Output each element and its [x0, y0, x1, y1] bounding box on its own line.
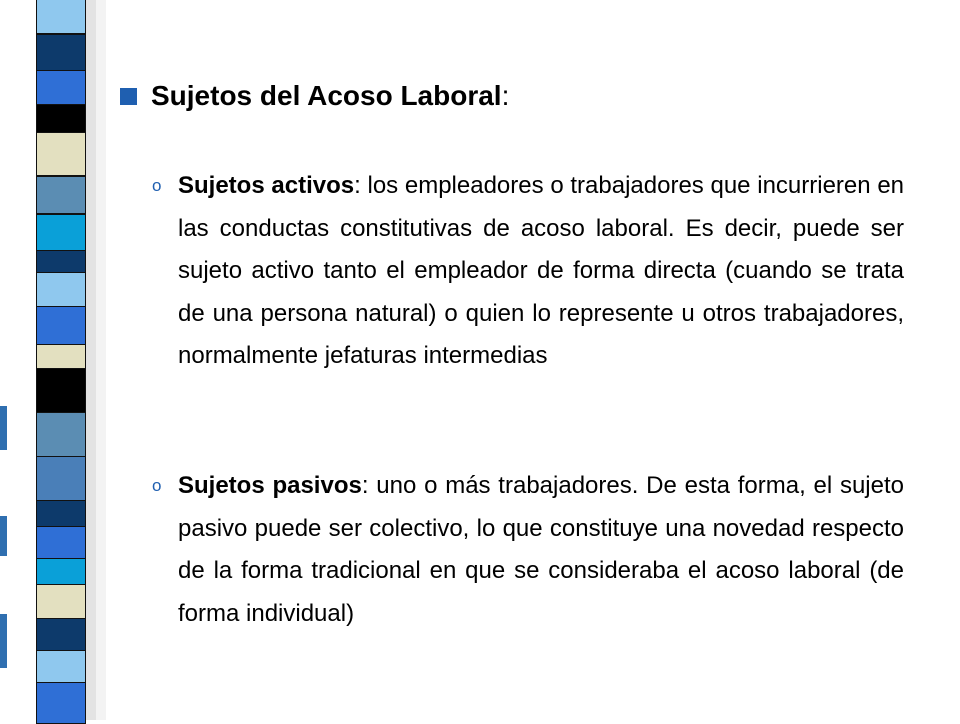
stripe-block: [36, 214, 86, 252]
stripe-edge-mark: [0, 516, 7, 556]
stripe-edge-mark: [0, 406, 7, 450]
stripe-block: [36, 176, 86, 214]
stripe-block: [36, 412, 86, 458]
list-item-text: [178, 165, 904, 378]
circle-bullet-icon: o: [152, 176, 162, 195]
list-item-term: Sujetos pasivos: [178, 472, 362, 499]
list-item-body: : uno o más trabajadores. De esta forma, el sujeto pasivo puede ser colectivo, lo que constituye una novedad respecto de la forma tradicional en que se consideraba el acoso laboral (de forma individual): [178, 472, 905, 627]
stripe-block: [36, 272, 86, 310]
list-item-sujetos-pasivos: [152, 465, 904, 635]
circle-bullet-icon: o: [152, 476, 162, 495]
stripe-block: [36, 344, 86, 370]
stripe-block: [36, 0, 86, 34]
stripe-block: [36, 526, 86, 560]
stripe-block: [36, 650, 86, 684]
slide-title-colon: :: [501, 80, 510, 111]
stripe-block: [36, 558, 86, 586]
stripe-block: [36, 500, 86, 528]
slide-title: Sujetos del Acoso Laboral: [151, 80, 502, 111]
stripe-shadow-light: [96, 0, 106, 720]
stripe-block: [36, 34, 86, 72]
stripe-block: [36, 368, 86, 414]
slide-title-row: [120, 80, 509, 112]
stripe-block: [36, 306, 86, 346]
stripe-block: [36, 682, 86, 724]
decorative-stripe: [0, 0, 105, 720]
stripe-edge-mark: [0, 614, 7, 668]
stripe-block: [36, 456, 86, 502]
list-item-sujetos-activos: [152, 165, 904, 378]
stripe-block: [36, 132, 86, 176]
list-item-term: Sujetos activos: [178, 172, 355, 199]
list-item-body: : los empleadores o trabajadores que incurrieren en las conductas constitutivas de acoso laboral. Es decir, puede ser sujeto activo tanto el empleador de forma directa (cuando se trata de una persona natural) o quien lo represente u otros trabajadores, normalmente jefaturas intermedias: [178, 172, 905, 369]
stripe-block: [36, 250, 86, 274]
list-item-text: [178, 465, 904, 635]
square-bullet-icon: [120, 88, 137, 105]
stripe-block: [36, 70, 86, 108]
stripe-block: [36, 618, 86, 652]
stripe-block: [36, 584, 86, 620]
